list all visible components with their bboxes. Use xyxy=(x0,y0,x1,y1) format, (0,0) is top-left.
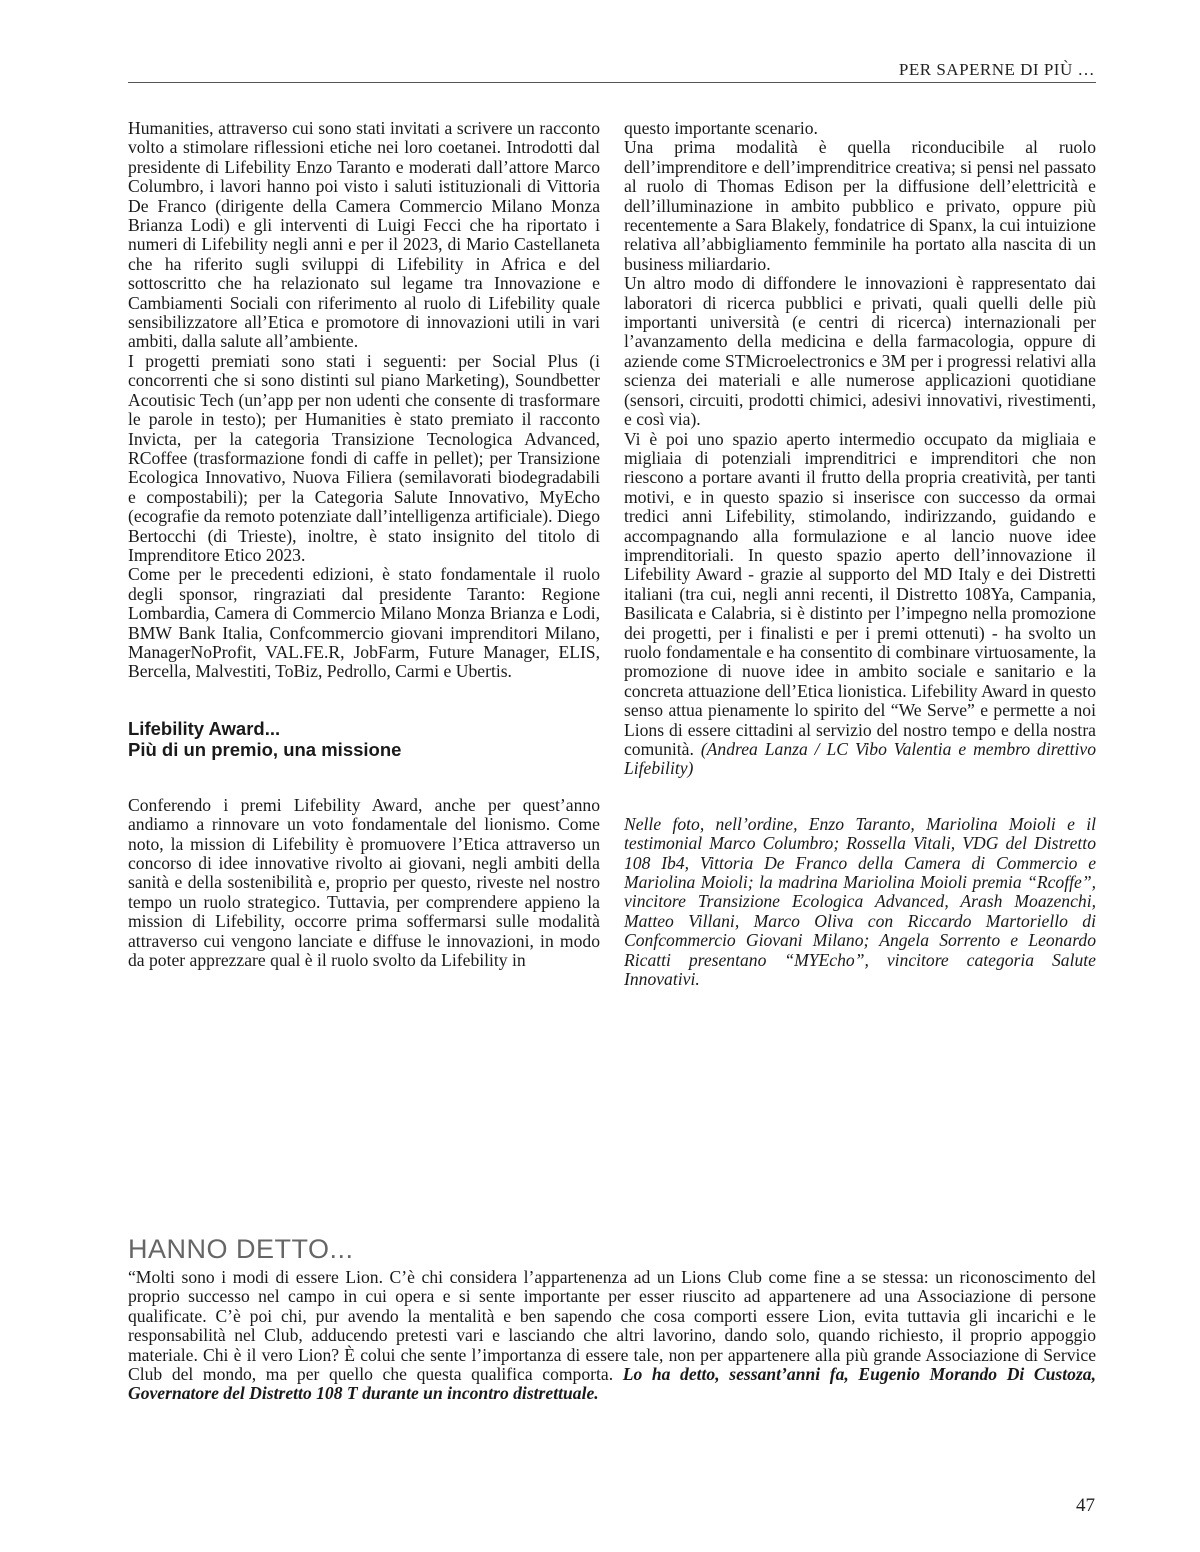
paragraph: Un altro modo di diffondere le innovazioni è rappresentato dai laboratori di ricerca pubblici e privati, quali quelli delle più importanti università (e centri di ricerca) internazionali per l’avanzamento della medicina e della farmacologia, oppure di aziende come STMicroelectronics e 3M per i progressi relativi alla scienza dei materiali e alle numerose applicazioni quotidiane (sensori, circuiti, prodotti chimici, adesivi innovativi, rivestimenti, e così via). xyxy=(624,273,1096,430)
header-divider xyxy=(128,82,1096,83)
paragraph-text: Vi è poi uno spazio aperto intermedio occupato da migliaia e migliaia di potenziali imprenditrici e imprenditori che non riescono a portare avanti il frutto della propria creatività, per tanti motivi, e in questo spazio si inserisce con successo da ormai tredici anni Lifebility, stimolando, indirizzando, guidando e accompagnando alla formulazione e al lancio nuove idee imprenditoriali. In questo spazio aperto dell’innovazione il Lifebility Award - grazie al supporto del MD Italy e dei Distretti italiani (tra cui, negli anni recenti, il Distretto 108Ya, Campania, Basilicata e Calabria, si è distinto per l’impegno nella promozione dei progetti, per i finalisti e per i premi ottenuti) - ha svolto un ruolo fondamentale e ha consentito di combinare virtuosamente, la promozione di nuove idee in ambito sociale e sanitario e la concreta attuazione dell’Etica lionistica. Lifebility Award in questo senso attua pienamente lo spirito del “We Serve” e permette a noi Lions di essere cittadini al servizio del nostro tempo e della nostra comunità. xyxy=(624,428,1096,759)
quote-title: HANNO DETTO... xyxy=(128,1234,354,1264)
page-header xyxy=(0,0,1200,90)
paragraph: Una prima modalità è quella riconducibile al ruolo dell’imprenditore e dell’imprenditrice creativa; si pensi nel passato al ruolo di Thomas Edison per la diffusione dell’elettricità e dell’illuminazione in ambito pubblico e privato, oppure più recentemente a Sara Blakely, fondatrice di Spanx, la cui intuizione relativa all’abbigliamento femminile ha portato alla nascita di un business miliardario. xyxy=(624,137,1096,274)
photo-caption: Nelle foto, nell’ordine, Enzo Taranto, Mariolina Moioli e il testimonial Marco Columbro; Rossella Vitali, VDG del Distretto 108 Ib4, Vittoria De Franco della Camera di Commercio e Mariolina Moioli; la madrina Mariolina Moioli premia “Rcoffe”, vincitore Transizione Ecologica Advanced, Arash Moazenchi, Matteo Villani, Marco Oliva con Riccardo Martoriello di Confcommercio Giovani Milano; Angela Sorrento e Leonardo Ricatti presentano “MYEcho”, vincitore categoria Salute Innovativi. xyxy=(624,813,1096,990)
author-signature: (Andrea Lanza / LC Vibo Valentia e membro direttivo Lifebility) xyxy=(624,739,1096,779)
quote-attribution: Lo ha detto, sessant’anni fa, Eugenio Morando Di Custoza, Governatore del Distretto 108 T durante un incontro distrettuale. xyxy=(128,1364,1096,1404)
paragraph: questo importante scenario. xyxy=(624,118,818,138)
quote-section xyxy=(128,1234,1096,1404)
spacer xyxy=(128,682,600,718)
paragraph: I progetti premiati sono stati i seguenti: per Social Plus (i concorrenti che si sono distinti sul piano Marketing), Soundbetter Acoutisic Tech (un’app per non udenti che consente di trasformare le parole in testo); per Humanities è stato premiato il racconto Invicta, per la categoria Transizione Tecnologica Advanced, RCoffee (trasformazione fondi di caffe in pellet); per Transizione Ecologica Innovativo, Nuova Filiera (semilavorati biodegradabili e compostabili); per la Categoria Salute Innovativo, MyEcho (ecografie da remoto potenziate dall’intelligenza artificiale). Diego Bertocchi (di Trieste), inoltre, è stato insignito del titolo di Imprenditore Etico 2023. xyxy=(128,350,600,565)
quote-text xyxy=(128,1268,1096,1404)
paragraph xyxy=(624,430,1096,779)
paragraph: Conferendo i premi Lifebility Award, anche per quest’anno andiamo a rinnovare un voto fondamentale del lionismo. Come noto, la mission di Lifebility è promuovere l’Etica attraverso un concorso di idee innovative rivolto ai giovani, negli ambiti della sanità e della sostenibilità e, proprio per questo, riveste nel nostro tempo un ruolo strategico. Tuttavia, per comprendere appieno la mission di Lifebility, occorre prima soffermarsi sulle modalità attraverso cui vengono lanciate e diffuse le innovazioni, in modo da poter apprezzare qual è il ruolo svolto da Lifebility in xyxy=(128,794,600,971)
right-column xyxy=(624,119,1096,989)
paragraph: Humanities, attraverso cui sono stati invitati a scrivere un racconto volto a stimolare riflessioni etiche nei loro coetanei. Introdotti dal presidente di Lifebility Enzo Taranto e moderati dall’attore Marco Columbro, i lavori hanno poi visto i saluti istituzionali di Vittoria De Franco (dirigente della Camera Commercio Milano Monza Brianza Lodi) e gli interventi di Luigi Fecci che ha riportato i numeri di Lifebility negli anni e per il 2023, di Mario Castellaneta che ha riferito sugli sviluppi di Lifebility in Africa e del sottoscritto che ha relazionato sul legame tra Innovazione e Cambiamenti Sociali con riferimento al ruolo di Lifebility quale sensibilizzatore all’Etica e promotore di innovazioni utili in vari ambiti, dalla salute all’ambiente. xyxy=(128,118,600,352)
page-number: 47 xyxy=(1076,1495,1095,1516)
spacer xyxy=(128,760,600,796)
section-title: PER SAPERNE DI PIÙ … xyxy=(898,60,1095,79)
section-heading xyxy=(128,718,600,760)
section-heading-line: Lifebility Award... xyxy=(128,717,281,739)
quote-body: “Molti sono i modi di essere Lion. C’è chi considera l’appartenenza ad un Lions Club come fine a se stessa: un riconoscimento del proprio successo nel campo in cui opera e si sente importante per esser riuscito ad appartenere ad una Associazione di persone qualificate. C’è poi chi, pur avendo la mentalità e ben sapendo che cosa comporti essere Lion, evita tuttavia gli incarichi e le responsabilità nel Club, adducendo pretesti vari e lasciando che altri lavorino, dando solo, quando richiesto, il proprio appoggio materiale. Chi è il vero Lion? È colui che sente l’importanza di essere tale, non per appartenere alla più grande Associazione di Service Club del mondo, ma per quello che questa qualifica comporta. xyxy=(128,1267,1096,1385)
spacer xyxy=(624,779,1096,815)
paragraph: Come per le precedenti edizioni, è stato fondamentale il ruolo degli sponsor, ringraziati dal presidente Taranto: Regione Lombardia, Camera di Commercio Milano Monza Brianza e Lodi, BMW Bank Italia, Confcommercio giovani imprenditori Milano, ManagerNoProfit, VAL.FE.R, JobFarm, Future Manager, ELIS, Bercella, Malvestiti, ToBiz, Pedrollo, Carmi e Ubertis. xyxy=(128,564,600,682)
section-heading-line: Più di un premio, una missione xyxy=(128,738,402,760)
left-column xyxy=(128,119,600,970)
